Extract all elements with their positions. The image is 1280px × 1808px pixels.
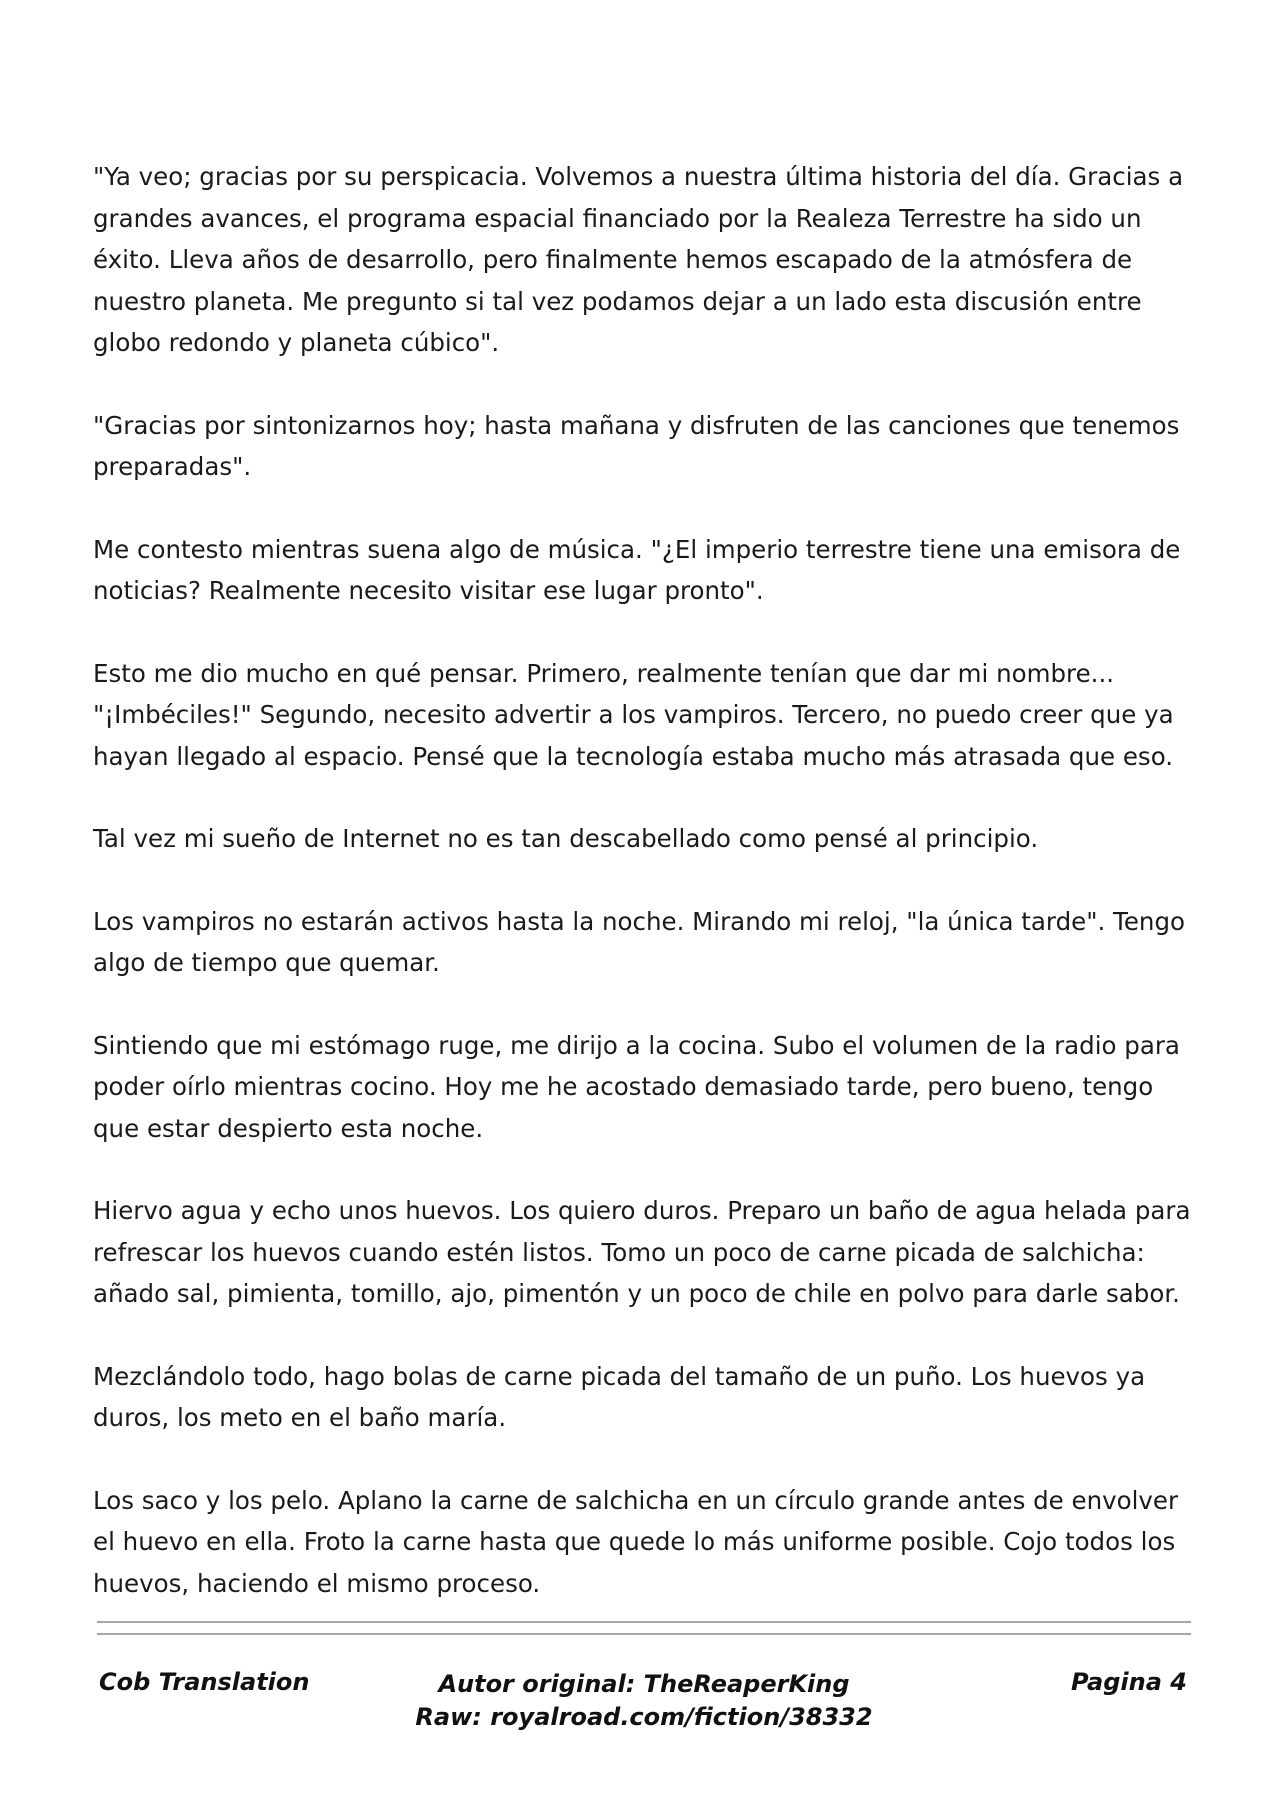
paragraph-1: "Ya veo; gracias por su perspicacia. Volvemos a nuestra última historia del día. Gracias a grandes avances, el programa espacial financiado por la Realeza Terrestre ha sido un éxito. Lleva años de desarrollo, pero finalmente hemos escapado de la atmósfera de nuestro planeta. Me pregunto si tal vez podamos dejar a un lado esta discusión entre globo redondo y planeta cúbico". xyxy=(93,162,1184,357)
footer-translator: Cob Translation xyxy=(99,1668,310,1696)
paragraph-10: Los saco y los pelo. Aplano la carne de salchicha en un círculo grande antes de envolver el huevo en ella. Froto la carne hasta que quede lo más uniforme posible. Cojo todos los huevos, haciendo el mismo proceso. xyxy=(93,1485,1179,1598)
paragraph-8: Hiervo agua y echo unos huevos. Los quiero duros. Preparo un baño de agua helada para refrescar los huevos cuando estén listos. Tomo un poco de carne picada de salchicha: añado sal, pimienta, tomillo, ajo, pimentón y un poco de chile en polvo para darle sabor. xyxy=(93,1196,1191,1308)
footer-credits xyxy=(97,1668,1191,1734)
paragraph-5: Tal vez mi sueño de Internet no es tan descabellado como pensé al principio. xyxy=(93,824,1039,853)
footer-divider-bottom xyxy=(97,1633,1191,1635)
page-body xyxy=(93,156,1193,1645)
paragraph-9: Mezclándolo todo, hago bolas de carne picada del tamaño de un puño. Los huevos ya duros, los meto en el baño maría. xyxy=(93,1361,1146,1432)
paragraph-3: Me contesto mientras suena algo de música. "¿El imperio terrestre tiene una emisora de noticias? Realmente necesito visitar ese lugar pronto". xyxy=(93,534,1181,605)
paragraph-6: Los vampiros no estarán activos hasta la noche. Mirando mi reloj, "la única tarde". Tengo algo de tiempo que quemar. xyxy=(93,906,1185,977)
footer-raw-link: Raw: royalroad.com/fiction/38332 xyxy=(415,1703,873,1731)
footer-page-number: Pagina 4 xyxy=(1071,1668,1187,1696)
paragraph-7: Sintiendo que mi estómago ruge, me dirijo a la cocina. Subo el volumen de la radio para poder oírlo mientras cocino. Hoy me he acostado demasiado tarde, pero bueno, tengo que estar despierto esta noche. xyxy=(93,1030,1180,1143)
paragraph-2: "Gracias por sintonizarnos hoy; hasta mañana y disfruten de las canciones que tenemos preparadas". xyxy=(93,410,1180,481)
footer-author: Autor original: TheReaperKing xyxy=(438,1670,850,1698)
paragraph-4: Esto me dio mucho en qué pensar. Primero, realmente tenían que dar mi nombre... "¡Imbéciles!" Segundo, necesito advertir a los vampiros. Tercero, no puedo creer que ya hayan llegado al espacio. Pensé que la tecnología estaba mucho más atrasada que eso. xyxy=(93,658,1174,771)
footer-divider-top xyxy=(97,1621,1191,1623)
